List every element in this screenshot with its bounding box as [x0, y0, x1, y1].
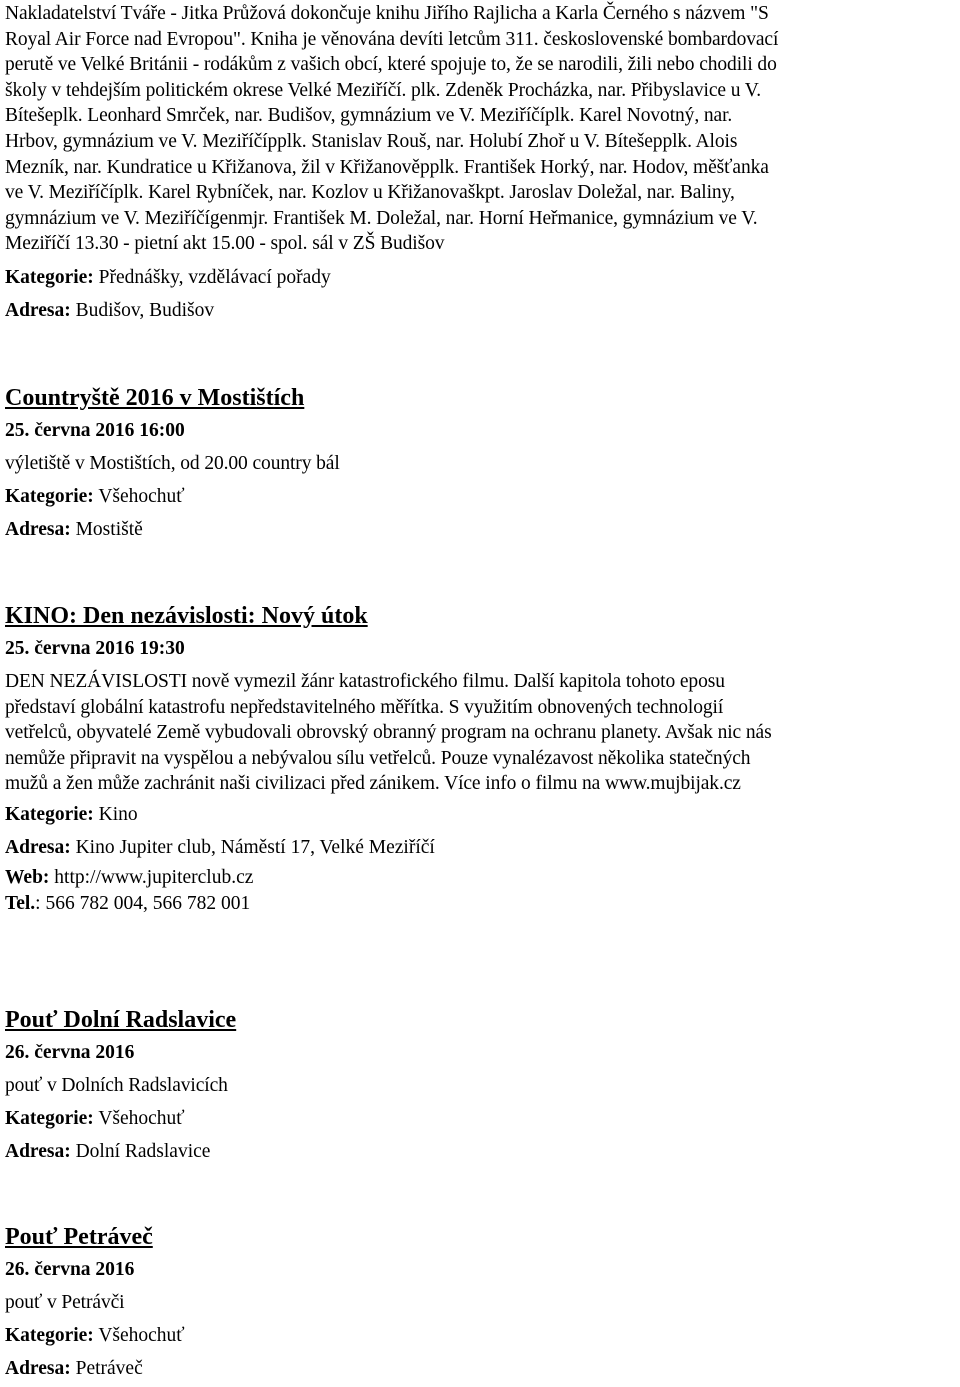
- category-value: Přednášky, vzdělávací pořady: [93, 266, 331, 288]
- description-line: vetřelců, obyvatelé Země vybudovali obrovský obranný program na ochranu planety. Avšak nic nás: [5, 722, 772, 744]
- event-description: [5, 669, 772, 797]
- category-label: Kategorie:: [5, 1108, 94, 1129]
- event-date: 26. června 2016: [5, 1259, 135, 1280]
- event-countryste: [5, 383, 340, 546]
- web-link[interactable]: http://www.jupiterclub.cz: [49, 866, 254, 888]
- intro-text: [5, 1, 778, 257]
- event-description: pouť v Dolních Radslavicích: [5, 1075, 228, 1096]
- event-date: 25. června 2016 19:30: [5, 638, 185, 659]
- address-value: Mostiště: [70, 519, 143, 540]
- intro-section: [5, 1, 778, 327]
- event-petravec: [5, 1222, 185, 1385]
- event-address: [5, 831, 772, 864]
- address-label: Adresa:: [5, 1358, 71, 1379]
- event-title[interactable]: Pouť Dolní Radslavice: [5, 1007, 237, 1033]
- event-address: [5, 513, 340, 546]
- intro-line: Bítešeplk. Leonhard Smrček, nar. Budišov, gymnázium ve V. Meziříčíplk. Karel Novotný, nar.: [5, 105, 733, 127]
- intro-category: [5, 261, 778, 294]
- intro-line: perutě ve Velké Británii - rodákům z vašich obcí, které spojuje to, že se narodili, žili nebo chodili do: [5, 54, 777, 76]
- event-address: [5, 1352, 185, 1385]
- event-tel: [5, 892, 772, 916]
- event-dolni-radslavice: [5, 1005, 236, 1168]
- intro-line: Nakladatelství Tváře - Jitka Průžová dokončuje knihu Jiřího Rajlicha a Karla Černého s názvem "S: [5, 3, 769, 24]
- intro-line: Meziříčí 13.30 - pietní akt 15.00 - spol. sál v ZŠ Budišov: [5, 233, 445, 255]
- intro-address: [5, 294, 778, 327]
- event-date: 25. června 2016 16:00: [5, 420, 185, 441]
- event-address: [5, 1135, 236, 1168]
- intro-line: Royal Air Force nad Evropou". Kniha je věnována devíti letcům 311. československé bombardovací: [5, 28, 779, 50]
- event-category: [5, 1319, 185, 1352]
- address-label: Adresa:: [5, 519, 71, 540]
- event-title[interactable]: KINO: Den nezávislosti: Nový útok: [5, 603, 368, 629]
- category-value: Kino: [93, 803, 138, 825]
- event-category: [5, 1102, 236, 1135]
- intro-line: gymnázium ve V. Meziříčígenmjr. František M. Doležal, nar. Horní Heřmanice, gymnázium ve V.: [5, 207, 758, 229]
- tel-value: : 566 782 004, 566 782 001: [35, 892, 251, 914]
- event-date: 26. června 2016: [5, 1042, 135, 1063]
- description-line: nemůže připravit na vyspělou a nebývalou sílu vetřelců. Pouze vynalézavost několika statečných: [5, 747, 751, 769]
- event-web: [5, 864, 772, 892]
- tel-label: Tel.: [5, 892, 36, 914]
- category-label: Kategorie:: [5, 266, 94, 288]
- description-line: mužů a žen může zachránit naši civilizaci před zánikem. Více info o filmu na www.mujbijak.cz: [5, 773, 741, 795]
- intro-line: Hrbov, gymnázium ve V. Meziříčípplk. Stanislav Rouš, nar. Holubí Zhoř u V. Bítešepplk. Alois: [5, 130, 738, 152]
- web-label: Web:: [5, 866, 50, 888]
- intro-line: ve V. Meziříčíplk. Karel Rybníček, nar. Kozlov u Křižanovaškpt. Jaroslav Doležal, nar. Baliny,: [5, 182, 735, 204]
- category-value: Všehochuť: [93, 1325, 185, 1346]
- address-value: Dolní Radslavice: [70, 1141, 211, 1162]
- category-label: Kategorie:: [5, 1325, 94, 1346]
- event-category: [5, 480, 340, 513]
- address-value: Budišov, Budišov: [70, 299, 215, 321]
- description-line: DEN NEZÁVISLOSTI nově vymezil žánr katastrofického filmu. Další kapitola tohoto eposu: [5, 671, 725, 692]
- address-label: Adresa:: [5, 836, 71, 858]
- category-value: Všehochuť: [93, 486, 185, 507]
- address-label: Adresa:: [5, 299, 71, 321]
- event-description: pouť v Petrávči: [5, 1292, 125, 1313]
- category-label: Kategorie:: [5, 803, 94, 825]
- event-title[interactable]: Pouť Petráveč: [5, 1224, 153, 1250]
- intro-line: školy v tehdejším politickém okrese Velké Meziříčí. plk. Zdeněk Procházka, nar. Přibyslavice u V.: [5, 79, 762, 101]
- category-value: Všehochuť: [93, 1108, 185, 1129]
- category-label: Kategorie:: [5, 486, 94, 507]
- address-value: Kino Jupiter club, Náměstí 17, Velké Meziříčí: [70, 836, 435, 858]
- event-description: výletiště v Mostištích, od 20.00 country bál: [5, 453, 340, 474]
- event-title[interactable]: Countryště 2016 v Mostištích: [5, 385, 305, 411]
- address-label: Adresa:: [5, 1141, 71, 1162]
- description-line: představí globální katastrofu nepředstavitelného měřítka. S využitím obnovených technologií: [5, 696, 724, 718]
- intro-line: Mezník, nar. Kundratice u Křižanova, žil v Křižanověpplk. František Horký, nar. Hodov, měšťanka: [5, 156, 769, 178]
- event-category: [5, 798, 772, 831]
- address-value: Petráveč: [70, 1358, 143, 1379]
- event-kino: [5, 601, 772, 916]
